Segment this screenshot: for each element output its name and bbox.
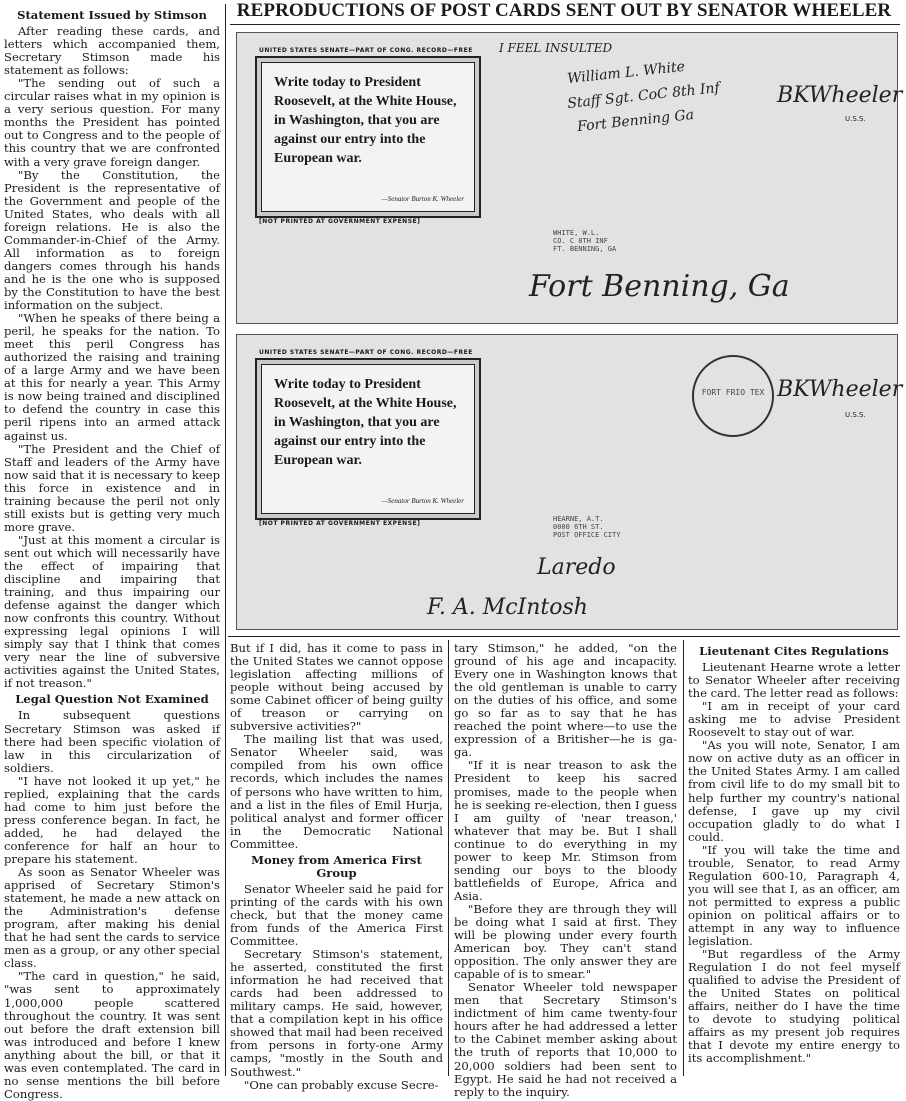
paragraph: "The President and the Chief of Staff and leaders of the Army have now said that it is necessary to keep this force in existence and in training because the peril not only still exists but is getting very much more grave. [4, 441, 220, 534]
handwritten-address-line: William L. White [566, 58, 686, 88]
postcard-1 [236, 32, 903, 324]
card-message-box [255, 358, 481, 520]
postmark-circle [692, 355, 774, 437]
paragraph: But if I did, has it come to pass in the United States we cannot oppose legislation affecting millions of people without being accused by some Cabinet officer of being guilty of treason or carrying on subversive activities?" [230, 641, 443, 734]
frank-signature: BKWheeler [777, 83, 903, 108]
card-message: Write today to President Roosevelt, at the White House, in Washington, that you are against our entry into the European war. [274, 75, 457, 166]
paragraph: "Before they are through they will be doing what I said at first. They will be plowing under every fourth American boy. They can't stand opposition. The only answer they are capable of is to smear." [454, 901, 677, 982]
left-heading: Statement Issued by Stimson [17, 8, 207, 22]
paragraph: Lieutenant Hearne wrote a letter to Senator Wheeler after receiving the card. The letter read as follows: [688, 660, 900, 701]
handwritten-destination: Fort Benning, Ga [529, 269, 790, 304]
paragraph: "The sending out of such a circular raises what in my opinion is a very serious question. For many months the President has pointed out to Congress and to the people of this country that we are confronted with a very grave foreign danger. [4, 76, 220, 169]
column-4 [688, 642, 900, 1078]
handwritten-destination: Laredo [537, 555, 616, 580]
card-message-box [255, 56, 481, 218]
handwritten-name: F. A. McIntosh [427, 595, 588, 620]
frank-footer: [NOT PRINTED AT GOVERNMENT EXPENSE] [259, 218, 421, 225]
column-3 [454, 641, 677, 1099]
postcard-2 [236, 334, 903, 630]
column-2-heading: Money from America First Group [251, 852, 422, 880]
handwritten-address-line: Fort Benning Ga [576, 106, 695, 136]
paragraph: "I have not looked it up yet," he replied, explaining that the cards had come to him just before the press conference began. In fact, he added, he had delayed the conference for half an hour to prepare his statement. [4, 773, 220, 866]
paragraph: "The card in question," he said, "was sent to approximately 1,000,000 people scattered throughout the country. It was sent out before the draft extension bill was introduced and before I knew anything about the bill, or that it was even contemplated. The card in no sense mentions the bill before Congress. [4, 969, 220, 1101]
paragraph: "But regardless of the Army Regulation I do not feel myself qualified to advise the President of the United States on political affairs, neither do I have the time to devote to studying political affairs as my present job requires that I devote my entire energy to its accomplishment." [688, 947, 900, 1066]
paragraph: "As you will note, Senator, I am now on active duty as an officer in the United States Army. I am called from civil life to do my small bit to help further my country's national defense, I gave up my civil occupation gladly to do what I could. [688, 738, 900, 844]
frank-header: UNITED STATES SENATE—PART OF CONG. RECORD—FREE [259, 349, 473, 356]
photo-bottom-rule [228, 636, 900, 637]
frank-footer: [NOT PRINTED AT GOVERNMENT EXPENSE] [259, 520, 421, 527]
card-signature: —Senator Burton K. Wheeler [381, 497, 464, 505]
paragraph: In subsequent questions Secretary Stimson was asked if there had been specific violation of law in this circularization of soldiers. [4, 708, 220, 775]
paragraph: Senator Wheeler told newspaper men that Secretary Stimson's indictment of him came twenty-four hours after he had addressed a letter to the Cabinet member asking about the truth of reports that 10,000 to 20,000 soldiers had been sent to Egypt. He said he had not received a reply to the inquiry. [454, 980, 677, 1099]
address-stamp: WHITE, W.L. CO. C 8TH INF FT. BENNING, GA [553, 229, 617, 253]
paragraph: Senator Wheeler said he paid for printing of the cards with his own check, but that the money came from funds of the America First Committee. [230, 881, 443, 949]
frank-signature: BKWheeler [777, 377, 903, 402]
card-signature: —Senator Burton K. Wheeler [381, 195, 464, 203]
paragraph: The mailing list that was used, Senator Wheeler said, was compiled from his own office records, which includes the names of persons who have written to him, and a list in the files of Emil Hurja, political analyst and former officer in the Democratic National Committee. [230, 732, 443, 851]
paragraph: Secretary Stimson's statement, he asserted, constituted the first information he had received that cards had been addressed to military camps. He said, however, that a compilation kept in his office showed that mail had been received from persons in forty-one Army camps, "mostly in the South and Southwest." [230, 947, 443, 1079]
column-4-heading: Lieutenant Cites Regulations [699, 644, 889, 658]
paragraph: As soon as Senator Wheeler was apprised of Secretary Stimon's statement, he made a new attack on the Administration's defense program, after making his denial that he had sent the cards to service men as a group, or any other special class. [4, 865, 220, 971]
postmark-text: FORT FRIO TEX [701, 388, 765, 397]
paragraph: "Just at this moment a circular is sent out which will necessarily have the effect of impairing that discipline and impairing that training, and thus impairing our defense against the danger which now confronts this country. Without expressing legal opinions I will simply say that I think that comes very near the line of subversive activities against the United States, if not treason." [4, 532, 220, 691]
page-title: REPRODUCTIONS OF POST CARDS SENT OUT BY SENATOR WHEELER [236, 0, 892, 21]
paragraph: "One can probably excuse Secre- [244, 1077, 439, 1092]
paragraph: tary Stimson," he added, "on the ground of his age and incapacity. Every one in Washington knows that the old gentleman is unable to carry on the duties of his office, and some go so far as to say that he has reached the point where—to use the expression of a Britisher—he is ga-ga. [454, 641, 677, 760]
paragraph: "When he speaks of there being a peril, he speaks for the nation. To meet this peril Congress has authorized the raising and training of a large Army and we have been at this for nearly a year. This Army is now being trained and disciplined to defend the country in case this peril ripens into an armed attack against us. [4, 311, 220, 443]
address-stamp: HEARNE, A.T. 0000 6TH ST. POST OFFICE CITY [553, 515, 621, 539]
paragraph: After reading these cards, and letters which accompanied them, Secretary Stimson made his statement as follows: [4, 24, 220, 78]
divider-left [225, 4, 226, 1076]
paragraph: "If you will take the time and trouble, Senator, to read Army Regulation 600-10, Paragraph 4, you will see that I, as an officer, am not permitted to express a public opinion on political affairs or to attempt in any way to influence legislation. [688, 842, 900, 949]
left-column [4, 6, 220, 1101]
title-rule [230, 24, 900, 25]
paragraph: "If it is near treason to ask the President to keep his sacred promises, made to the people when he is seeking re-election, then I guess I am guilty of 'near treason,' whatever that may be. But I shall continue to do everything in my power to keep Mr. Stimson from sending our boys to the bloody battlefields of Europe, Africa and Asia. [454, 758, 677, 903]
column-2 [230, 641, 443, 1092]
frank-header: UNITED STATES SENATE—PART OF CONG. RECORD—FREE [259, 47, 473, 54]
handwritten-address-line: Staff Sgt. CoC 8th Inf [566, 80, 721, 112]
paragraph: "By the Constitution, the President is the representative of the Government and people of the United States, who deals with all foreign relations. He is also the Commander-in-Chief of the Army. All information as to foreign dangers comes through his hands and he is the one who is supposed by the Constitution to have the best information on the subject. [4, 167, 220, 313]
divider-col3 [683, 640, 684, 1076]
paragraph: "I am in receipt of your card asking me to advise President Roosevelt to stay out of war. [688, 699, 900, 740]
uss-label: U.S.S. [845, 115, 866, 123]
left-subheading: Legal Question Not Examined [15, 692, 209, 707]
handwritten-note: I FEEL INSULTED [499, 41, 613, 55]
card-message: Write today to President Roosevelt, at the White House, in Washington, that you are against our entry into the European war. [274, 377, 457, 468]
divider-col2 [448, 640, 449, 1076]
uss-label: U.S.S. [845, 411, 866, 419]
